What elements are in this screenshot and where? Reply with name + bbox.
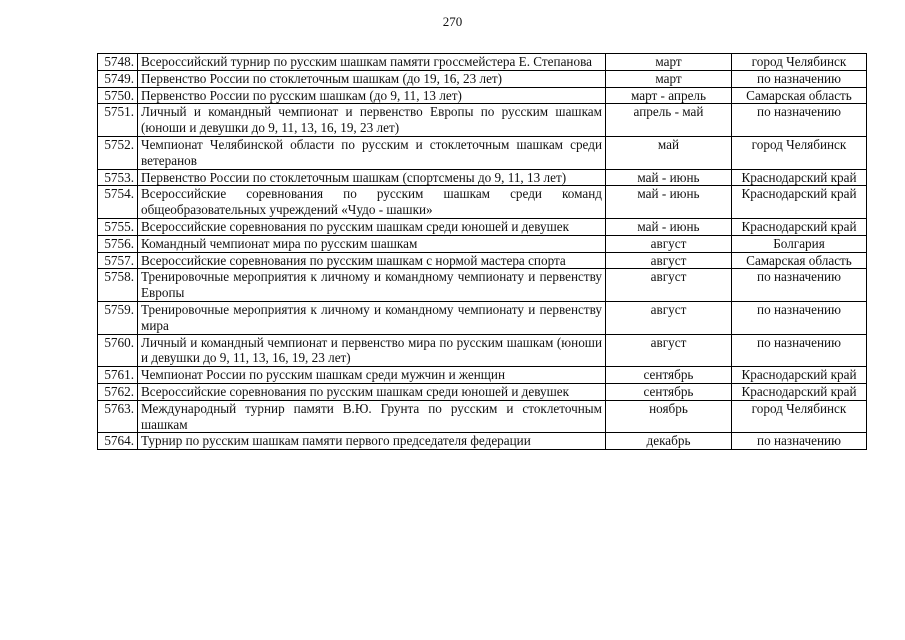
event-name: Всероссийский турнир по русским шашкам памяти гроссмейстера Е. Степанова (138, 54, 606, 71)
event-number: 5760. (98, 334, 138, 367)
event-dates: ноябрь (606, 400, 732, 433)
event-number: 5751. (98, 104, 138, 137)
event-location: по назначению (732, 334, 867, 367)
event-name: Тренировочные мероприятия к личному и командному чемпионату и первенству Европы (138, 269, 606, 302)
event-dates: май - июнь (606, 169, 732, 186)
page-number: 270 (442, 14, 463, 29)
event-location: по назначению (732, 70, 867, 87)
event-dates: август (606, 235, 732, 252)
event-location: по назначению (732, 269, 867, 302)
event-dates: сентябрь (606, 383, 732, 400)
event-location: по назначению (732, 301, 867, 334)
event-dates: август (606, 301, 732, 334)
event-name: Чемпионат России по русским шашкам среди мужчин и женщин (138, 367, 606, 384)
table-row (98, 70, 867, 87)
event-number: 5759. (98, 301, 138, 334)
table-row (98, 54, 867, 71)
event-number: 5754. (98, 186, 138, 219)
table-row (98, 87, 867, 104)
event-number: 5758. (98, 269, 138, 302)
table-row (98, 186, 867, 219)
event-dates: март (606, 70, 732, 87)
event-name: Турнир по русским шашкам памяти первого председателя федерации (138, 433, 606, 450)
event-location: Краснодарский край (732, 367, 867, 384)
event-number: 5755. (98, 218, 138, 235)
table-row (98, 104, 867, 137)
event-dates: март (606, 54, 732, 71)
table-row (98, 235, 867, 252)
event-name: Всероссийские соревнования по русским шашкам среди юношей и девушек (138, 383, 606, 400)
event-number: 5752. (98, 136, 138, 169)
event-location: Краснодарский край (732, 218, 867, 235)
event-name: Чемпионат Челябинской области по русским и стоклеточным шашкам среди ветеранов (138, 136, 606, 169)
event-name: Личный и командный чемпионат и первенство Европы по русским шашкам (юноши и девушки до 9, 11, 13, 16, 19, 23 лет) (138, 104, 606, 137)
table-row (98, 301, 867, 334)
event-dates: сентябрь (606, 367, 732, 384)
events-table (97, 53, 867, 450)
event-number: 5763. (98, 400, 138, 433)
table-row (98, 367, 867, 384)
event-dates: май - июнь (606, 186, 732, 219)
event-number: 5764. (98, 433, 138, 450)
event-location: город Челябинск (732, 136, 867, 169)
event-dates: август (606, 252, 732, 269)
event-name: Первенство России по стоклеточным шашкам (до 19, 16, 23 лет) (138, 70, 606, 87)
event-name: Тренировочные мероприятия к личному и командному чемпионату и первенству мира (138, 301, 606, 334)
event-name: Личный и командный чемпионат и первенство мира по русским шашкам (юноши и девушки до 9, 11, 13, 16, 19, 23 лет) (138, 334, 606, 367)
event-dates: август (606, 334, 732, 367)
event-number: 5749. (98, 70, 138, 87)
table-row (98, 169, 867, 186)
table-row (98, 218, 867, 235)
table-row (98, 269, 867, 302)
event-name: Международный турнир памяти В.Ю. Грунта по русским и стоклеточным шашкам (138, 400, 606, 433)
event-dates: декабрь (606, 433, 732, 450)
event-name: Первенство России по русским шашкам (до 9, 11, 13 лет) (138, 87, 606, 104)
event-location: Самарская область (732, 252, 867, 269)
event-dates: август (606, 269, 732, 302)
event-location: город Челябинск (732, 54, 867, 71)
event-location: Краснодарский край (732, 186, 867, 219)
event-name: Всероссийские соревнования по русским шашкам среди команд общеобразовательных учреждений «Чудо - шашки» (138, 186, 606, 219)
table-row (98, 252, 867, 269)
event-number: 5756. (98, 235, 138, 252)
table-row (98, 400, 867, 433)
table-row (98, 383, 867, 400)
event-number: 5750. (98, 87, 138, 104)
event-number: 5762. (98, 383, 138, 400)
event-location: Краснодарский край (732, 383, 867, 400)
event-number: 5757. (98, 252, 138, 269)
event-location: город Челябинск (732, 400, 867, 433)
event-dates: март - апрель (606, 87, 732, 104)
event-name: Всероссийские соревнования по русским шашкам среди юношей и девушек (138, 218, 606, 235)
table-row (98, 136, 867, 169)
event-location: по назначению (732, 433, 867, 450)
table-row (98, 433, 867, 450)
event-number: 5753. (98, 169, 138, 186)
event-location: Самарская область (732, 87, 867, 104)
table-row (98, 334, 867, 367)
event-name: Командный чемпионат мира по русским шашкам (138, 235, 606, 252)
event-dates: май - июнь (606, 218, 732, 235)
event-dates: апрель - май (606, 104, 732, 137)
event-name: Всероссийские соревнования по русским шашкам с нормой мастера спорта (138, 252, 606, 269)
event-location: Краснодарский край (732, 169, 867, 186)
event-name: Первенство России по стоклеточным шашкам (спортсмены до 9, 11, 13 лет) (138, 169, 606, 186)
event-number: 5748. (98, 54, 138, 71)
event-location: Болгария (732, 235, 867, 252)
event-dates: май (606, 136, 732, 169)
event-number: 5761. (98, 367, 138, 384)
event-location: по назначению (732, 104, 867, 137)
